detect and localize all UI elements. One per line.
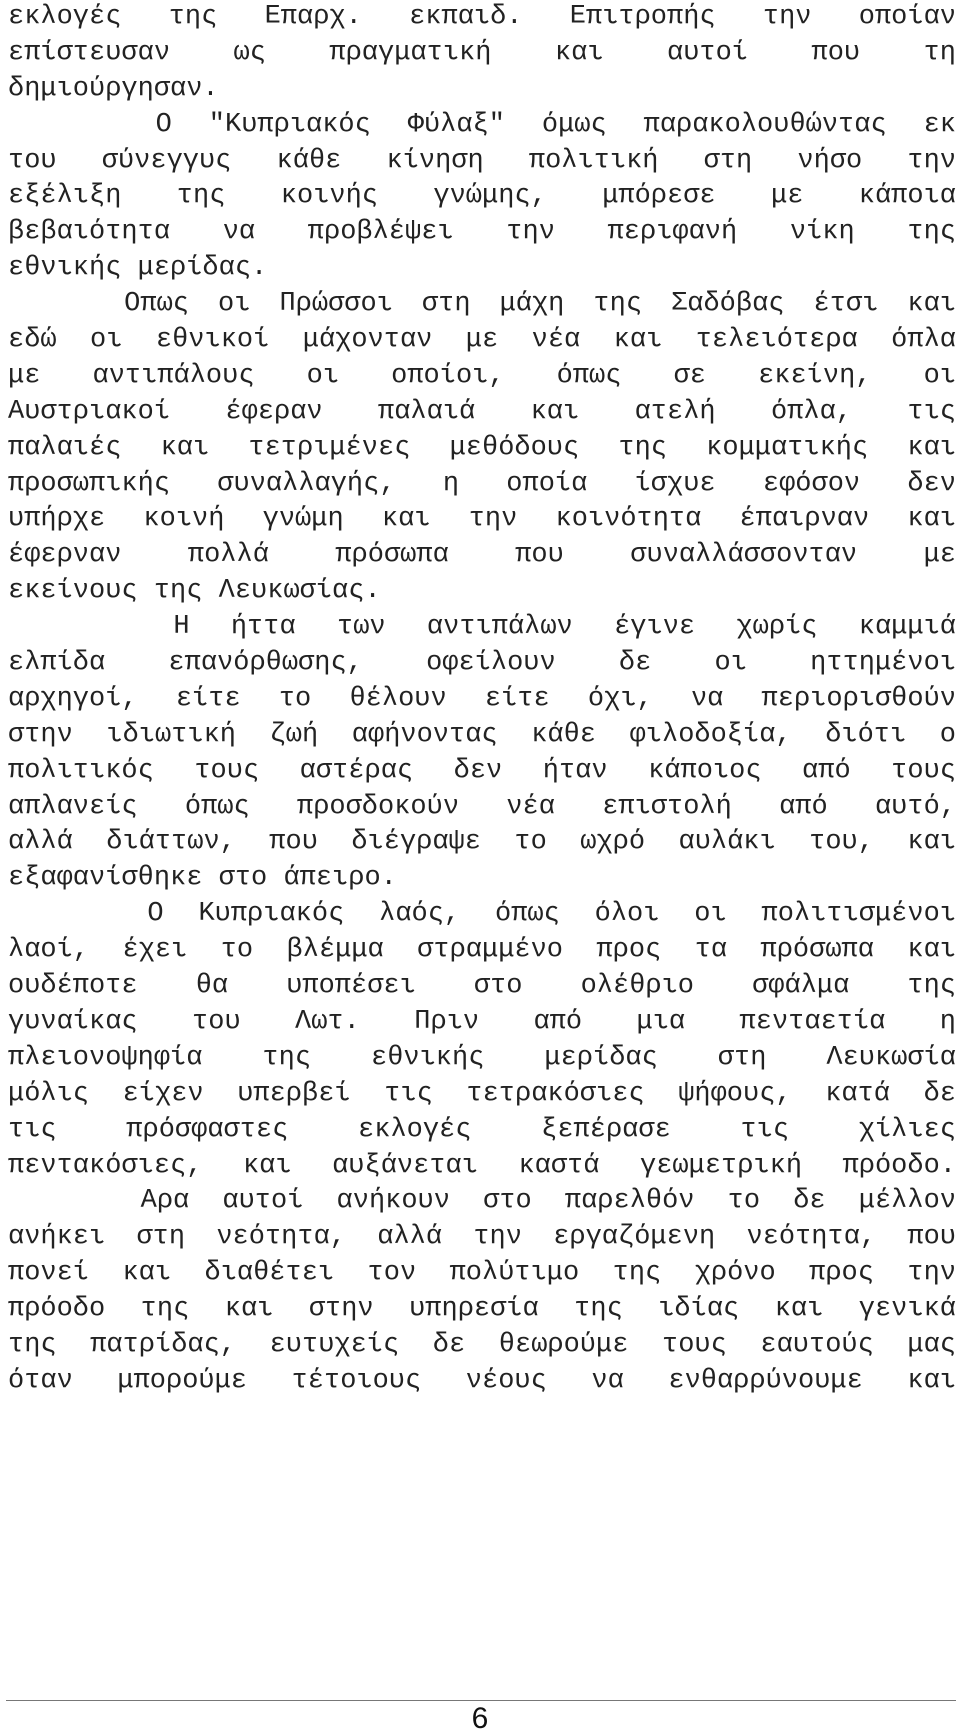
text-line: Οπως οι Πρώσσοι στη μάχη της Σαδόβας έτσι και <box>8 289 956 320</box>
text-line: μόλις είχεν υπερβεί τις τετρακόσιες ψήφους, κατά δε <box>8 1078 956 1109</box>
text-line: λαοί, έχει το βλέμμα στραμμένο προς τα πρόσωπα και <box>8 935 956 966</box>
text-line: ελπίδα επανόρθωσης, οφείλουν δε οι ηττημένοι <box>8 648 956 679</box>
text-line: πεντακόσιες, και αυξάνεται καστά γεωμετρική πρόοδο. <box>8 1150 956 1181</box>
text-line: εδώ οι εθνικοί μάχονταν με νέα και τελειότερα όπλα <box>8 325 956 356</box>
text-line: εξέλιξη της κοινής γνώμης, μπόρεσε με κάποια <box>8 181 956 212</box>
footer-divider <box>6 1700 956 1701</box>
text-line: Η ήττα των αντιπάλων έγινε χωρίς καμμιά <box>8 612 956 643</box>
text-line: αλλά διάττων, που διέγραψε το ωχρό αυλάκι του, και <box>8 827 956 858</box>
text-line: βεβαιότητα να προβλέψει την περιφανή νίκη της <box>8 217 956 248</box>
text-line: υπήρχε κοινή γνώμη και την κοινότητα έπαιρναν και <box>8 504 956 535</box>
text-line: δημιούργησαν. <box>8 73 219 104</box>
text-line: γυναίκας του Λωτ. Πριν από μια πενταετία η <box>8 1006 956 1037</box>
text-line: Ο "Κυπριακός Φύλαξ" όμως παρακολουθώντας εκ <box>8 109 956 140</box>
text-line: του σύνεγγυς κάθε κίνηση πολιτική στη νήσο την <box>8 145 956 176</box>
text-line: πρόοδο της και στην υπηρεσία της ιδίας και γενικά <box>8 1294 956 1325</box>
text-line: απλανείς όπως προσδοκούν νέα επιστολή από αυτό, <box>8 791 956 822</box>
text-line: εθνικής μερίδας. <box>8 253 268 284</box>
page-number: 6 <box>471 1702 489 1735</box>
text-line: πονεί και διαθέτει τον πολύτιμο της χρόνο προς την <box>8 1258 956 1289</box>
text-line: τις πρόσφαστες εκλογές ξεπέρασε τις χίλιες <box>8 1114 956 1145</box>
text-line: εκείνους της Λευκωσίας. <box>8 576 381 607</box>
text-line: Αυστριακοί έφεραν παλαιά και ατελή όπλα, τις <box>8 396 956 427</box>
text-line: της πατρίδας, ευτυχείς δε θεωρούμε τους εαυτούς μας <box>8 1329 956 1360</box>
text-line: ανήκει στη νεότητα, αλλά την εργαζόμενη νεότητα, που <box>8 1222 956 1253</box>
text-line: ουδέποτε θα υποπέσει στο ολέθριο σφάλμα της <box>8 971 956 1002</box>
text-line: εξαφανίσθηκε στο άπειρο. <box>8 863 397 894</box>
text-line: αρχηγοί, είτε το θέλουν είτε όχι, να περιορισθούν <box>8 683 956 714</box>
text-line: Αρα αυτοί ανήκουν στο παρελθόν το δε μέλλον <box>8 1186 956 1217</box>
text-line: όταν μπορούμε τέτοιους νέους να ενθαρρύνουμε και <box>8 1365 956 1396</box>
text-line: πλειονοψηφία της εθνικής μερίδας στη Λευκωσία <box>8 1042 956 1073</box>
body-text <box>8 0 956 1400</box>
text-line: Ο Κυπριακός λαός, όπως όλοι οι πολιτισμένοι <box>8 899 956 930</box>
text-line: στην ιδιωτική ζωή αφήνοντας κάθε φιλοδοξία, διότι ο <box>8 719 956 750</box>
text-line: προσωπικής συναλλαγής, η οποία ίσχυε εφόσον δεν <box>8 468 956 499</box>
text-line: εκλογές της Επαρχ. εκπαιδ. Επιτροπής την οποίαν <box>8 2 956 32</box>
text-line: έφερναν πολλά πρόσωπα που συναλλάσσονταν με <box>8 540 956 571</box>
text-line: επίστευσαν ως πραγματική και αυτοί που τη <box>8 37 956 68</box>
text-line: πολιτικός τους αστέρας δεν ήταν κάποιος από τους <box>8 755 956 786</box>
text-line: παλαιές και τετριμένες μεθόδους της κομματικής και <box>8 432 956 463</box>
text-line: με αντιπάλους οι οποίοι, όπως σε εκείνη, οι <box>8 360 956 391</box>
